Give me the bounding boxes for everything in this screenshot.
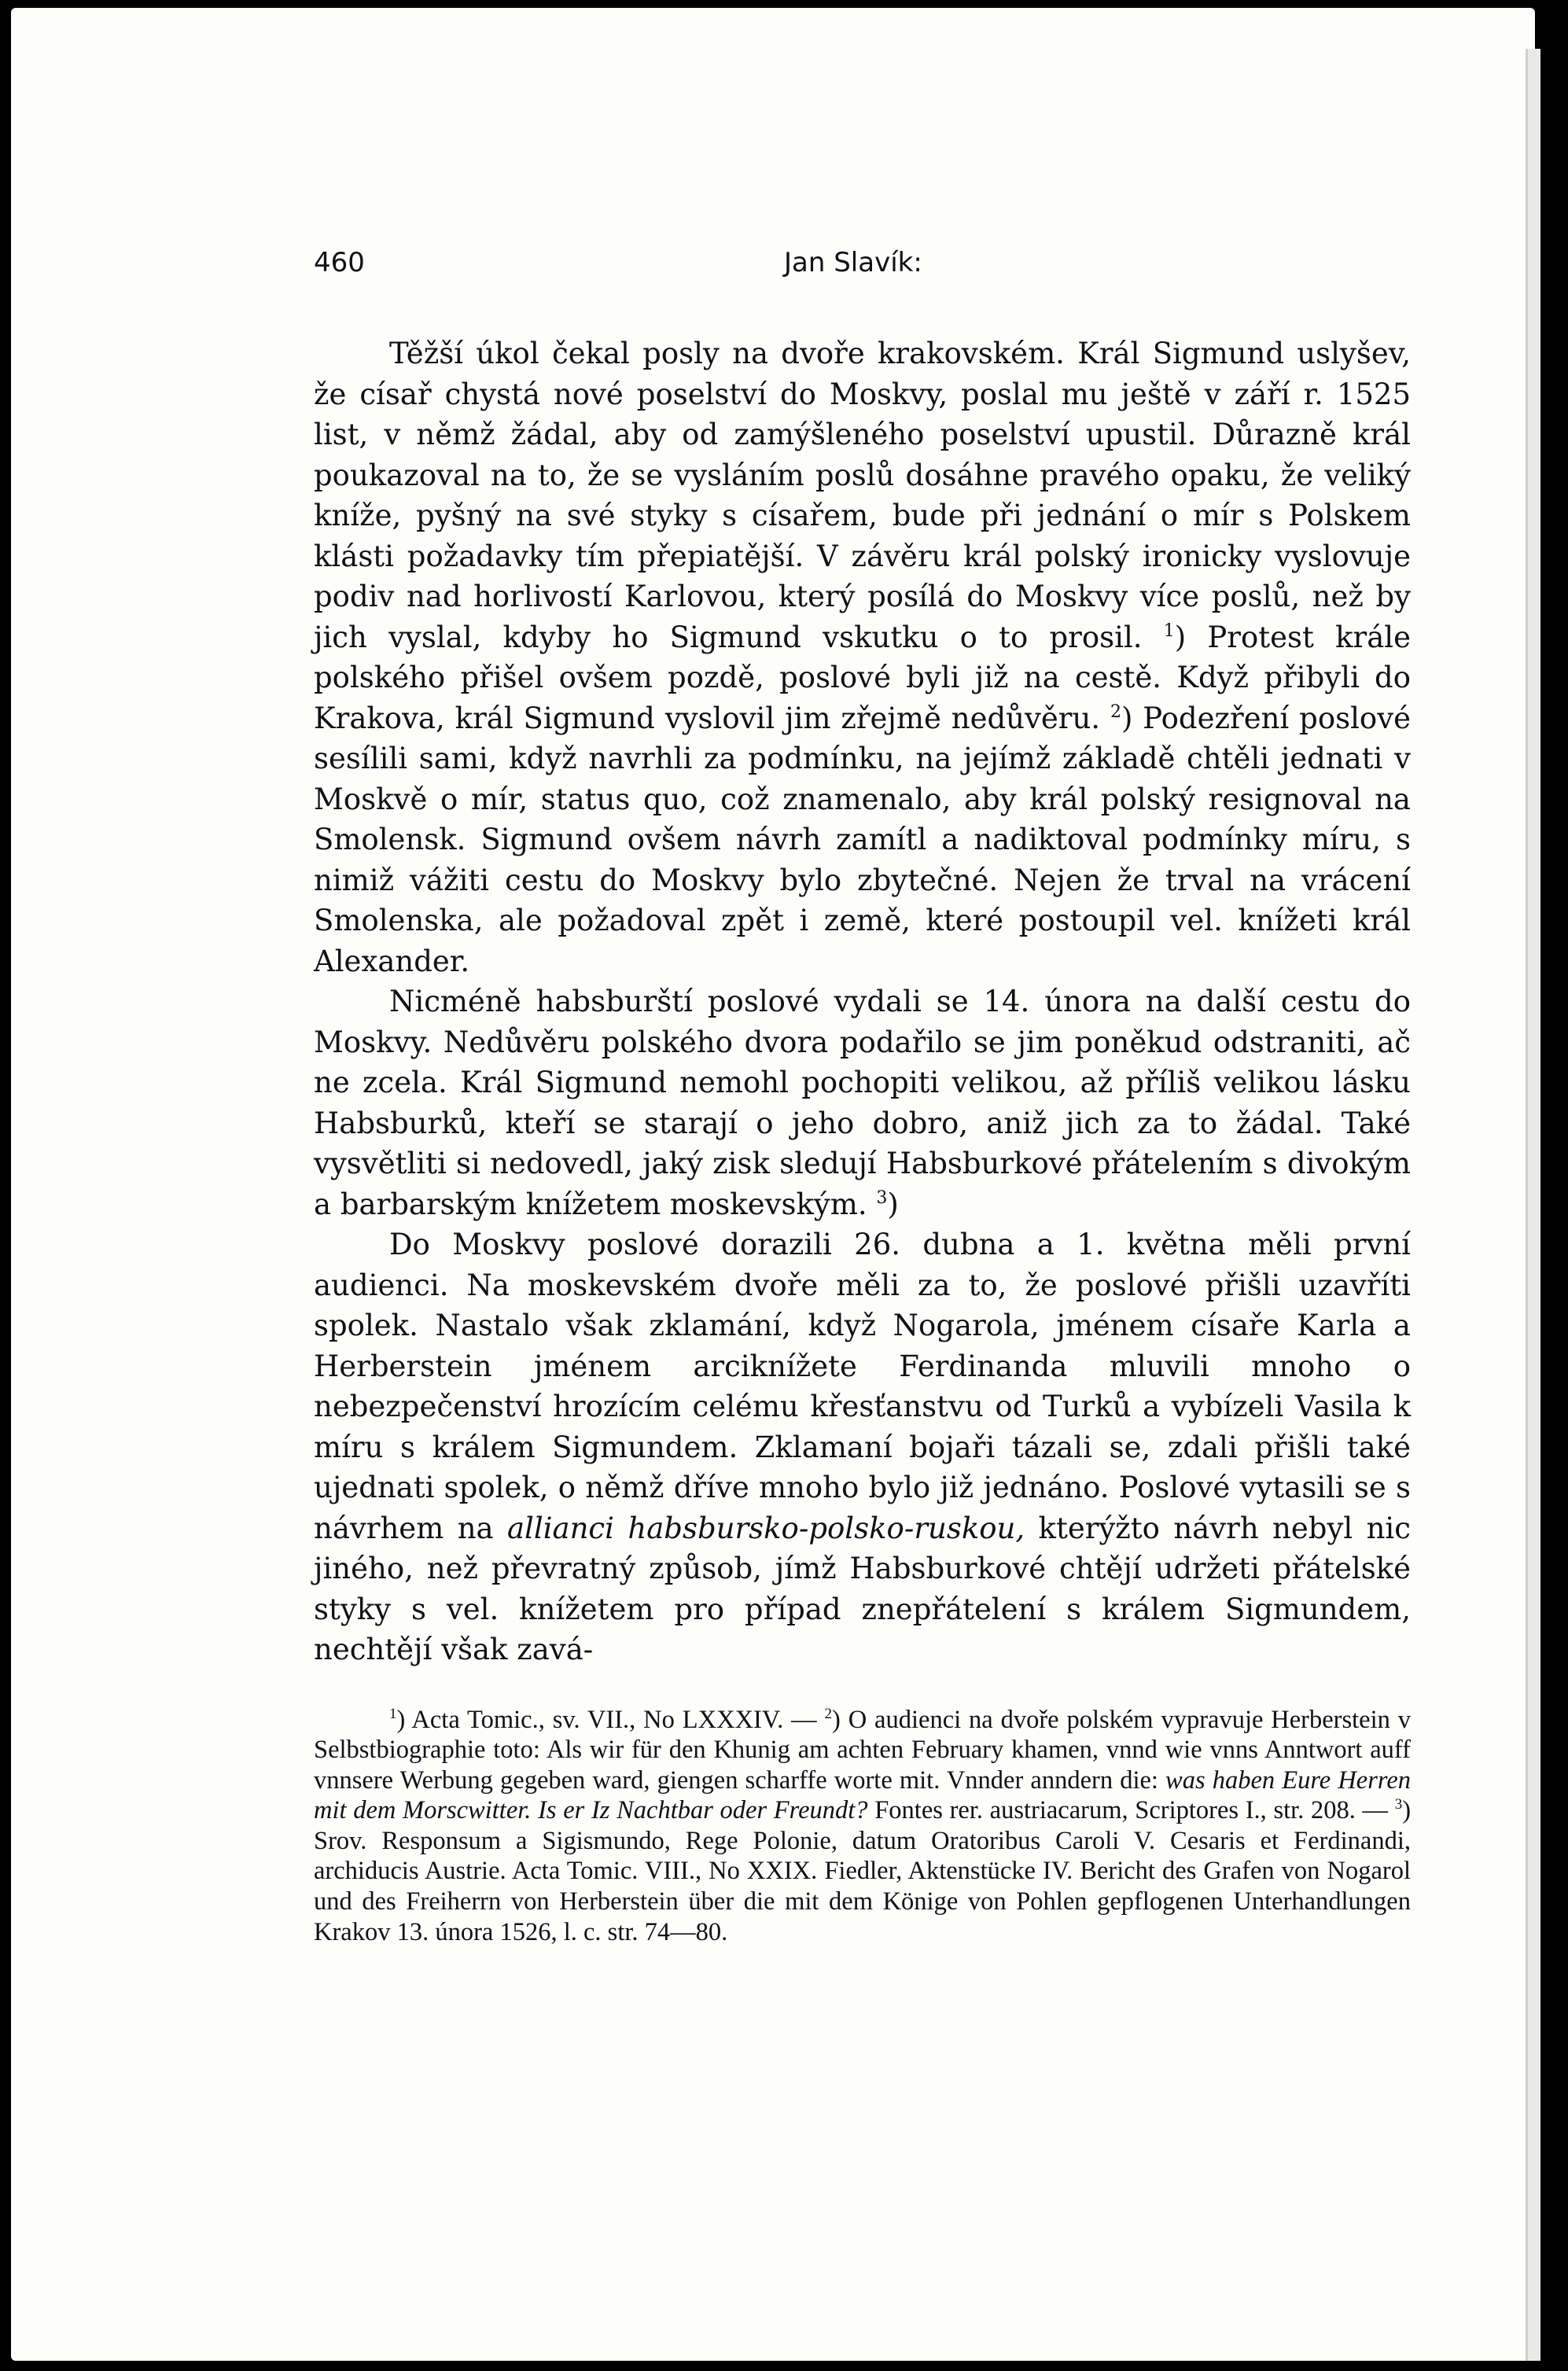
footnote-3-text: ) Srov. Responsum a Sigismundo, Rege Polonie, datum Oratoribus Caroli V. Cesaris et Ferdinandi, archiducis Austrie. Acta Tomic. VIII., No XXIX. Fiedler, Aktenstücke IV. Bericht des Grafen von Nogarol und des Freiherrn von Herberstein über die mit dem Könige von Pohlen gepflogenen Unterhandlungen Krakov 13. února 1526, l. c. str. 74—80. xyxy=(314,1796,1412,1946)
running-head-author: Jan Slavík: xyxy=(784,247,922,278)
paragraph-1-text-c: ) Podezření poslové sesílili sami, když navrhli za podmínku, na jejímž základě chtěli jednati v Moskvě o mír, status quo, což znamenalo, aby král polský resignoval na Smolensk. Sigmund ovšem návrh zamítl a nadiktoval podmínky míru, s nimiž vážiti cestu do Moskvy bylo zbytečné. Nejen že trval na vrácení Smolenska, ale požadoval zpět i země, které postoupil vel. knížeti král Alexander. xyxy=(314,701,1411,978)
footnote-3-marker: 3 xyxy=(1394,1796,1403,1813)
running-head xyxy=(314,236,1411,283)
footnote-1-text: ) Acta Tomic., sv. VII., No LXXXIV. — xyxy=(396,1705,825,1734)
paragraph-3-text-b: kterýžto návrh nebyl nic jiného, než převratný způsob, jímž Habsburkové chtějí udržeti přátelské styky s vel. knížetem pro případ znepřátelení s králem Sigmundem, nechtějí však zavá- xyxy=(314,1511,1411,1666)
paragraph-3-italic: allianci habsbursko-polsko-ruskou, xyxy=(506,1511,1025,1545)
scanned-page xyxy=(11,8,1535,2361)
footnote-ref-3: 3 xyxy=(876,1187,888,1208)
footnote-2-source: Fontes rer. austriacarum, Scriptores I., str. 208. — xyxy=(867,1796,1395,1825)
page-edge xyxy=(1526,49,1540,2361)
paragraph-2 xyxy=(314,981,1411,1224)
footnote-2-marker: 2 xyxy=(824,1705,833,1722)
paragraph-3-text-a: Do Moskvy poslové dorazili 26. dubna a 1. května měli první audienci. Na moskevském dvoře měli za to, že poslové přišli uzavříti spolek. Nastalo však zklamání, když Nogarola, jménem císaře Karla a Herberstein jménem arciknížete Ferdinanda mluvili mnoho o nebezpečenství hrozícím celému křesťanstvu od Turků a vybízeli Vasila k míru s králem Sigmundem. Zklamaní bojaři tázali se, zdali přišli také ujednati spolek, o němž dříve mnoho bylo již jednáno. Poslové vytasili se s návrhem na xyxy=(314,1228,1411,1545)
footnote-block xyxy=(314,1705,1411,1948)
body-text xyxy=(314,333,1411,1670)
footnote-2-italic-quote: was haben Eure Herren mit dem Morscwitter. Is er Iz Nachtbar oder Freundt? xyxy=(314,1765,1411,1825)
paragraph-2-text-a: Nicméně habsburští poslové vydali se 14. února na další cestu do Moskvy. Nedůvěru polského dvora podařilo se jim poněkud odstraniti, ač ne zcela. Král Sigmund nemohl pochopiti velikou, až příliš velikou lásku Habsburků, kteří se starají o jeho dobro, aniž jich za to žádal. Také vysvětliti si nedovedl, jaký zisk sledují Habsburkové přátelením s divokým a barbarským knížetem moskevským. xyxy=(314,985,1411,1221)
footnote-ref-1: 1 xyxy=(1163,620,1175,641)
footnote-2-text: ) O audienci na dvoře polském vypravuje Herberstein v Selbstbiographie toto: Als wir für den Khunig am achten February khamen, vnnd wie vnns Anntwort auff vnnsere Werbung gegeben ward, giengen scharffe worte mit. Vnnder anndern die: xyxy=(314,1705,1411,1795)
page-number: 460 xyxy=(314,247,365,278)
footnote-1-marker: 1 xyxy=(389,1705,397,1722)
footnote-ref-2: 2 xyxy=(1110,701,1121,722)
page-content xyxy=(314,236,1411,1947)
paragraph-2-text-b: ) xyxy=(887,1187,899,1221)
paragraph-3 xyxy=(314,1224,1411,1670)
paragraph-1-text-b: ) Protest krále polského přišel ovšem pozdě, poslové byli již na cestě. Když přibyli do Krakova, král Sigmund vyslovil jim zřejmě nedůvěru. xyxy=(314,620,1411,735)
paragraph-1 xyxy=(314,333,1411,981)
paragraph-1-text-a: Těžší úkol čekal posly na dvoře krakovském. Král Sigmund uslyšev, že císař chystá nové poselství do Moskvy, poslal mu ještě v září r. 1525 list, v němž žádal, aby od zamýšleného poselství upustil. Důrazně král poukazoval na to, že se vysláním poslů dosáhne pravého opaku, že veliký kníže, pyšný na své styky s císařem, bude při jednání o mír s Polskem klásti požadavky tím přepiatější. V závěru král polský ironicky vyslovuje podiv nad horlivostí Karlovou, který posílá do Moskvy více poslů, než by jich vyslal, kdyby ho Sigmund vskutku o to prosil. xyxy=(314,337,1411,654)
footnotes xyxy=(314,1705,1411,1948)
